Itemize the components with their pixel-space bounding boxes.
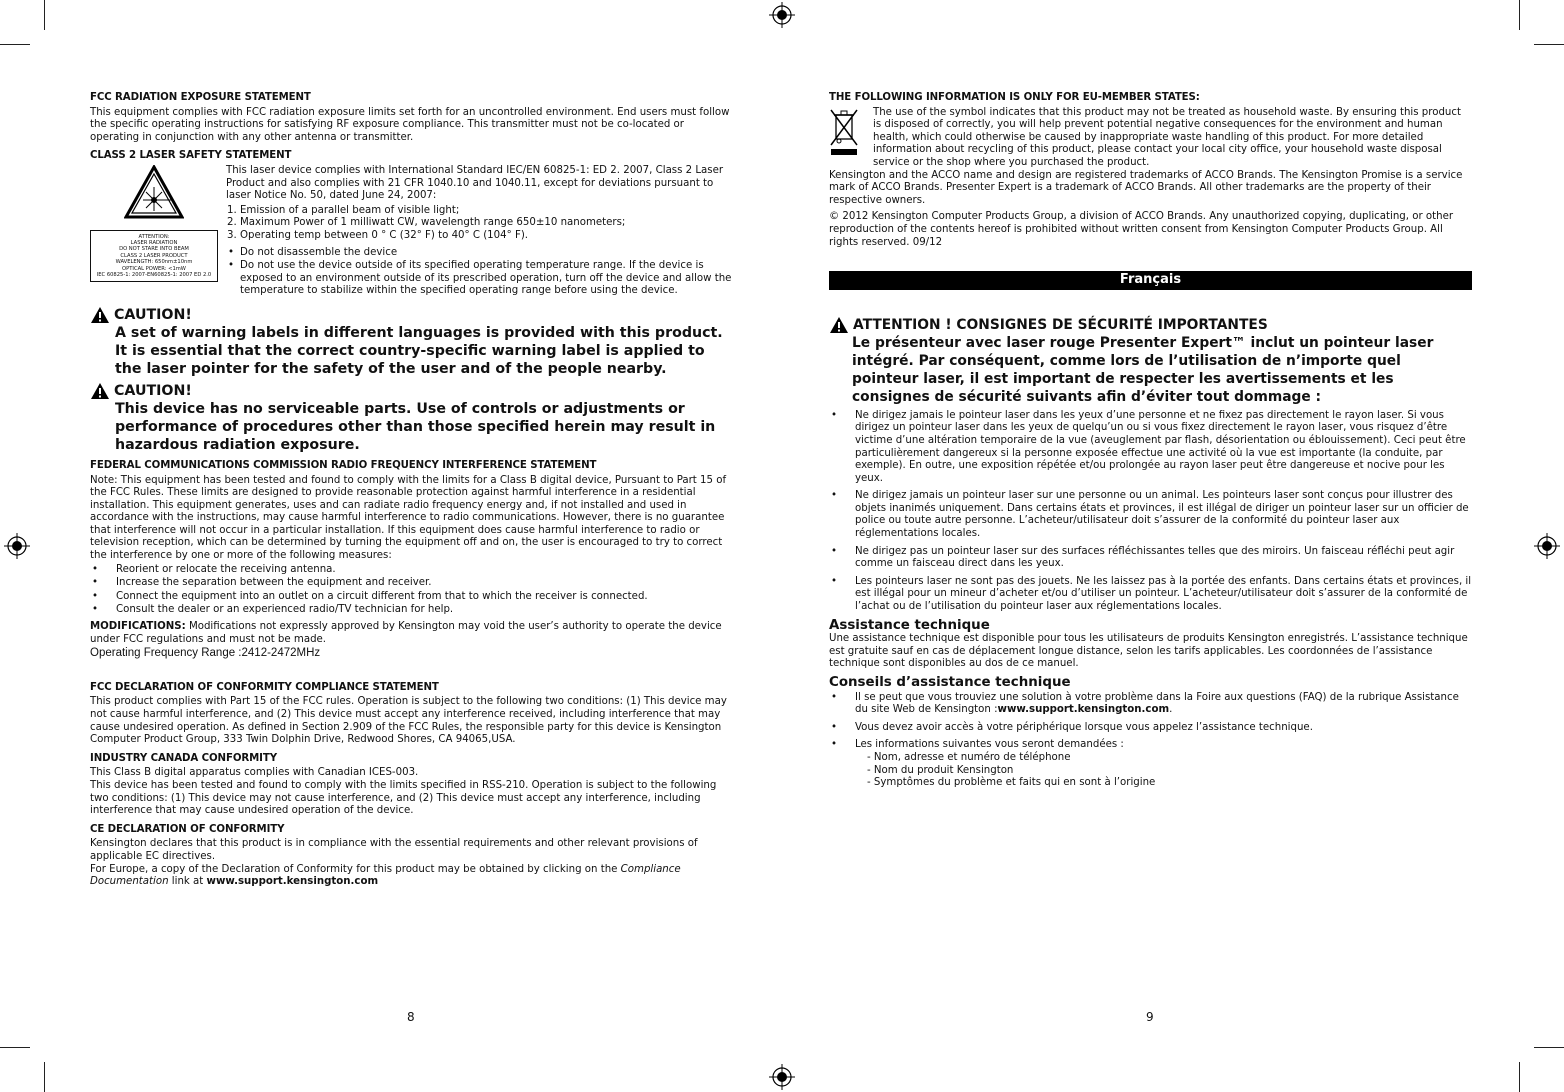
- registration-mark-icon: [769, 1064, 795, 1090]
- dash-list: [855, 752, 1472, 790]
- dash-item: - Symptômes du problème et faits qui en sont à l’origine: [867, 777, 1156, 789]
- ce-text-2a: For Europe, a copy of the Declaration of Conformity for this product may be obtained by clicking on the: [90, 863, 621, 875]
- caution-text: A set of warning labels in different languages is provided with this product. It is essential that the correct country-specific warning label is applied to the laser pointer for the safety of the user and of the people nearby.: [115, 324, 723, 377]
- label-line: IEC 60825-1: 2007-EN60825-1: 2007 ED 2.0: [96, 272, 212, 278]
- list-item: • Do not disassemble the device: [240, 247, 732, 260]
- tip-text: Il se peut que vous trouviez une solution à votre problème dans la Foire aux questions (FAQ) de la rubrique Assistance du site Web de Kensington :: [855, 691, 1459, 716]
- warning-icon: [90, 382, 110, 400]
- label-line: ATTENTION:: [138, 233, 170, 240]
- assist-text: Une assistance technique est disponible pour tous les utilisateurs de produits Kensington enregistrés. L’assistance technique est gratuite sauf en cas de déplacement longue distance, selon les tarifs applicables. Les coordonnées de l’assistance technique sont disponibles au dos de ce manuel.: [829, 633, 1468, 670]
- registration-mark-icon: [769, 2, 795, 28]
- canada-text-1: This Class B digital apparatus complies with Canadian ICES-003.: [90, 767, 419, 779]
- registration-mark-icon: [1534, 533, 1560, 559]
- crop-mark: [0, 44, 30, 45]
- eu-heading: THE FOLLOWING INFORMATION IS ONLY FOR EU-MEMBER STATES:: [829, 92, 1200, 103]
- modifications-body: Modifications not expressly approved by Kensington may void the user’s authority to operate the device under FCC regulations and must not be made.: [90, 621, 722, 645]
- support-url[interactable]: www.support.kensington.com: [206, 876, 379, 888]
- tip-text: Les informations suivantes vous seront demandées :: [855, 739, 1124, 751]
- list-item: 2. Maximum Power of 1 milliwatt CW, wavelength range 650±10 nanometers;: [240, 217, 732, 230]
- attention-block: [829, 316, 1472, 406]
- fcc-doc-text: This product complies with Part 15 of the FCC rules. Operation is subject to the following two conditions: (1) This device may not cause harmful interference, and (2) This device must accept any interference received, including interference that may cause undesired operation. As defined in Section 2.909 of the FCC Rules, the responsible party for this device is Kensington Computer Product Group, 333 Twin Dolphin Drive, Redwood Shores, CA 94065,USA.: [90, 696, 727, 746]
- canada-text-2: This device has been tested and found to comply with the limits specified in RSS-210. Operation is subject to the following two conditions: (1) This device may not cause interference, and (2) This device must accept any interference, including interference that may cause undesired operation of the device.: [90, 779, 717, 817]
- list-item: [855, 739, 1472, 789]
- canada-heading: INDUSTRY CANADA CONFORMITY: [90, 752, 277, 764]
- caution-text: This device has no serviceable parts. Use of controls or adjustments or performance of procedures other than those specified herein may result in hazardous radiation exposure.: [115, 400, 716, 453]
- fcc-interference-text: Note: This equipment has been tested and found to comply with the limits for a Class B digital device, Pursuant to Part 15 of the FCC Rules. These limits are designed to provide reasonable protection against harmful interference in a residential installation. This equipment generates, uses and can radiate radio frequency energy and, if not installed and used in accordance with the instructions, may cause harmful interference to radio communications. However, there is no guarantee that interference will not occur in a particular installation. If this equipment does cause harmful interference to radio or television reception, which can be determined by turning the equipment off and on, the user is encouraged to try to correct the interference by one or more of the following measures:: [90, 474, 727, 562]
- trademark-text: Kensington and the ACCO name and design are registered trademarks of ACCO Brands. The Kensington Promise is a service mark of ACCO Brands. Presenter Expert is a trademark of ACCO Brands. All other trademarks are the property of their respective owners.: [829, 169, 1463, 206]
- fcc-measures-list: [90, 564, 732, 617]
- list-item: • Ne dirigez jamais un pointeur laser sur une personne ou un animal. Les pointeurs laser sont conçus pour illustrer des objets inanimés uniquement. Dans certains états et provinces, il est illégal de diriger un pointeur laser sur un officier de police ou toute autre personne. L’acheteur/utilisateur doit s’assurer de la conformité du pointeur laser aux réglementations locales.: [855, 490, 1472, 540]
- ce-text-1: Kensington declares that this product is in compliance with the essential requirements and other relevant provisions of applicable EC directives.: [90, 838, 698, 862]
- modifications-text: [90, 621, 732, 646]
- attention-text: Le présenteur avec laser rouge Presenter Expert™ inclut un pointeur laser intégré. Par conséquent, comme lors de l’utilisation de n’importe quel pointeur laser, il est important de respecter les avertissements et les consignes de sécurité suivants afin d’éviter tout dommage :: [852, 334, 1434, 405]
- warning-icon: [829, 316, 849, 334]
- label-line: OPTICAL POWER: <1mW: [122, 265, 186, 272]
- page-number: 9: [1146, 1010, 1154, 1024]
- support-url[interactable]: www.support.kensington.com: [997, 704, 1170, 716]
- tips-heading: Conseils d’assistance technique: [829, 675, 1071, 690]
- weee-bin-icon: [829, 107, 859, 159]
- copyright-text: © 2012 Kensington Computer Products Group, a division of ACCO Brands. Any unauthorized copying, duplicating, or other reproduction of the contents hereof is prohibited without written consent from Kensington Computer Products Group. All rights reserved. 09/12: [829, 211, 1454, 248]
- language-banner: Français: [829, 271, 1472, 290]
- list-item: • Do not use the device outside of its specified operating temperature range. If the device is exposed to an environment outside of its prescribed operation, turn off the device and allow the temperature to stabilize within the specified operating range before using the device.: [240, 260, 732, 298]
- fcc-radiation-heading: FCC RADIATION EXPOSURE STATEMENT: [90, 92, 311, 103]
- list-item: • Ne dirigez pas un pointeur laser sur des surfaces réfléchissantes telles que des miroirs. Un faisceau réfléchi peut agir comme un faisceau direct dans les yeux.: [855, 546, 1472, 571]
- weee-text: The use of the symbol indicates that this product may not be treated as household waste. By ensuring this product is disposed of correctly, you will help prevent potential negative consequences for the environment and human health, which could otherwise be caused by inappropriate waste handling of this product. For more detailed information about recycling of this product, please contact your local city office, your household waste disposal service or the shop where you purchased the product.: [873, 106, 1461, 168]
- list-item: • Increase the separation between the equipment and receiver.: [116, 577, 732, 590]
- crop-mark: [1534, 44, 1564, 45]
- list-item: • Ne dirigez jamais le pointeur laser dans les yeux d’une personne et ne fixez pas directement le rayon laser. Si vous dirigez un pointeur laser dans les yeux de quelqu’un ou si vous fixez directement le rayon laser, vous risquez d’être victime d’une altération temporaire de la vue (aveuglement par flash, désorientation ou éblouissement). Ceci peut être particulièrement dangereux si la personne exposée effectue une activité où la vue est importante (la conduite, par exemple). En outre, une exposition répétée et/ou prolongée au rayon laser peut être dangereuse et nocive pour les yeux.: [855, 410, 1472, 486]
- list-item: • Vous devez avoir accès à votre périphérique lorsque vous appelez l’assistance technique.: [855, 722, 1472, 735]
- crop-mark: [44, 0, 45, 30]
- list-item: • Reorient or relocate the receiving antenna.: [116, 564, 732, 577]
- tip-end: .: [1169, 704, 1173, 716]
- caution-title: CAUTION!: [114, 382, 192, 399]
- dash-item: - Nom, adresse et numéro de téléphone: [867, 751, 1071, 763]
- label-line: DO NOT STARE INTO BEAM: [119, 246, 189, 253]
- warning-icon: [90, 306, 110, 324]
- caution-block: [90, 382, 732, 454]
- attention-title: ATTENTION ! CONSIGNES DE SÉCURITÉ IMPORTANTES: [853, 316, 1268, 333]
- registration-mark-icon: [4, 533, 30, 559]
- caution-block: [90, 306, 732, 378]
- laser-hazard-icon: [124, 165, 184, 219]
- fcc-radiation-text: This equipment complies with FCC radiation exposure limits set forth for an uncontrolled environment. End users must follow the specific operating instructions for satisfying RF exposure compliance. This transmitter must not be co-located or operating in conjunction with any other antenna or transmitter.: [90, 106, 730, 143]
- list-item: • Consult the dealer or an experienced radio/TV technician for help.: [116, 604, 732, 617]
- list-item: [855, 692, 1472, 717]
- crop-mark: [1534, 1047, 1564, 1048]
- laser-section: [90, 165, 732, 302]
- label-line: CLASS 2 LASER PRODUCT: [120, 252, 188, 259]
- fcc-doc-heading: FCC DECLARATION OF CONFORMITY COMPLIANCE STATEMENT: [90, 681, 439, 693]
- ce-heading: CE DECLARATION OF CONFORMITY: [90, 823, 285, 835]
- laser-text: [226, 165, 732, 302]
- laser-numbered-list: [226, 205, 732, 243]
- page-number: 8: [407, 1010, 415, 1024]
- operating-frequency: Operating Frequency Range :2412-2472MHz: [90, 647, 321, 660]
- list-item: • Les pointeurs laser ne sont pas des jouets. Ne les laissez pas à la portée des enfants. Dans certains états et provinces, il est illégal pour un mineur d’acheter et/ou d’utiliser un pointeur. L’acheteur/utilisateur doit s’assurer de la conformité de l’achat ou de l’utilisation du pointeur laser aux réglementations locales.: [855, 576, 1472, 614]
- crop-mark: [0, 1047, 30, 1048]
- dash-item: - Nom du produit Kensington: [867, 764, 1014, 776]
- caution-title: CAUTION!: [114, 306, 192, 323]
- fr-safety-list: [829, 410, 1472, 614]
- assist-heading: Assistance technique: [829, 617, 990, 633]
- ce-text-2b: link at: [168, 876, 207, 888]
- laser-labels: [90, 165, 218, 302]
- left-page: [90, 92, 732, 889]
- laser-bullets: [226, 247, 732, 298]
- tips-list: [829, 692, 1472, 790]
- crop-mark: [44, 1062, 45, 1092]
- list-item: 1. Emission of a parallel beam of visible light;: [240, 205, 732, 218]
- modifications-label: MODIFICATIONS:: [90, 621, 186, 633]
- label-line: LASER RADIATION: [130, 239, 178, 246]
- right-page: [829, 92, 1472, 794]
- crop-mark: [1519, 1062, 1520, 1092]
- weee-block: [829, 107, 1472, 170]
- laser-warning-label: [90, 230, 218, 283]
- fcc-interference-heading: FEDERAL COMMUNICATIONS COMMISSION RADIO FREQUENCY INTERFERENCE STATEMENT: [90, 459, 597, 471]
- laser-intro: This laser device complies with International Standard IEC/EN 60825-1: ED 2. 2007, Class 2 Laser Product and also complies with 21 CFR 1040.10 and 1040.11, except for deviations pursuant to laser Notice No. 50, dated June 24, 2007:: [226, 164, 724, 202]
- label-line: WAVELENGTH: 650nm±10nm: [115, 259, 193, 266]
- laser-heading: CLASS 2 LASER SAFETY STATEMENT: [90, 150, 292, 162]
- ce-text-2: [90, 864, 732, 889]
- list-item: 3. Operating temp between 0 ° C (32° F) to 40° C (104° F).: [240, 230, 732, 243]
- compliance-doc-link-text: Compliance Documentation: [90, 863, 681, 888]
- list-item: • Connect the equipment into an outlet on a circuit different from that to which the receiver is connected.: [116, 591, 732, 604]
- crop-mark: [1519, 0, 1520, 30]
